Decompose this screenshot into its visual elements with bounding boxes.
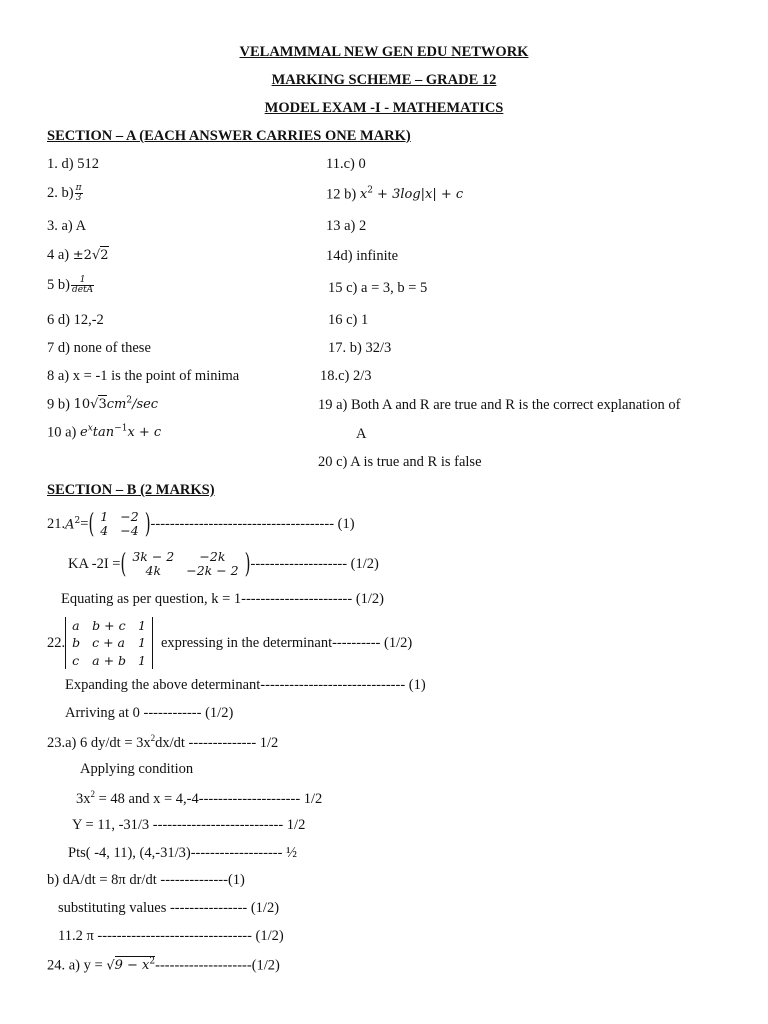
- q23b-line-3: 11.2 π -------------------------------- (1/2): [58, 928, 284, 944]
- school-name: VELAMMMAL NEW GEN EDU NETWORK: [239, 44, 529, 60]
- answer-2: 2. b) $\frac{\pi}{3}$: [47, 183, 82, 203]
- q23a-line-4: Y = 11, -31/3 --------------------------- 1/2: [72, 817, 306, 833]
- q23b-line-2: substituting values ---------------- (1/2): [58, 900, 280, 916]
- answer-19: 19 a) Both A and R are true and R is the correct explanation of: [318, 397, 681, 413]
- answer-13: 13 a) 2: [326, 218, 367, 234]
- section-a-heading: SECTION – A (EACH ANSWER CARRIES ONE MARK): [47, 128, 411, 144]
- exam-title: MODEL EXAM -I - MATHEMATICS: [264, 100, 504, 116]
- answer-16: 16 c) 1: [328, 312, 369, 328]
- q21-line-3: Equating as per question, k = 1----------------------- (1/2): [61, 591, 385, 607]
- q21-line-1: 21. $A^2$ = ( 1 −2 4 −4 ) -------------------------------------- (1): [47, 506, 355, 540]
- section-b-heading: SECTION – B (2 MARKS): [47, 482, 215, 498]
- marking-scheme-title: MARKING SCHEME – GRADE 12: [271, 72, 497, 88]
- answer-9: 9 b) $10√3cm^2/\sec$: [47, 396, 159, 413]
- answer-7: 7 d) none of these: [47, 340, 151, 356]
- q24-line-1: 24. a) $y = √9 - x^2--------------------(1/2)$: [47, 957, 280, 974]
- answer-10: 10 a) $e^x\tan^{-1}x + c$: [47, 424, 162, 441]
- q23a-line-2: Applying condition: [80, 761, 194, 777]
- q23b-line-1: b) dA/dt = 8π dr/dt --------------(1): [47, 872, 245, 888]
- answer-5: 5 b) $\frac{1}{\det A}$: [47, 275, 94, 295]
- answer-11: 11.c) 0: [326, 156, 366, 172]
- q22-line-2: Expanding the above determinant------------------------------ (1): [65, 677, 426, 693]
- answer-14: 14d) infinite: [326, 248, 399, 264]
- q23a-line-1: 23.a) 6 $dy/dt = 3x^2dx/dt$ -------------- 1/2: [47, 733, 279, 751]
- answer-15: 15 c) a = 3, b = 5: [328, 280, 428, 296]
- answer-6: 6 d) 12,-2: [47, 312, 104, 328]
- matrix-ka-minus-2i: 3k − 2 −2k 4k −2k − 2: [132, 548, 239, 578]
- answer-3: 3. a) A: [47, 218, 87, 234]
- answer-17: 17. b) 32/3: [328, 340, 392, 356]
- matrix-a-squared: 1 −2 4 −4: [100, 508, 139, 538]
- q23a-line-5: Pts( -4, 11), (4,-31/3)------------------- ½: [68, 845, 297, 861]
- q23a-line-3: $3x^2 = 48$ and x = 4,-4--------------------- 1/2: [76, 789, 323, 807]
- q22-line-1: 22. a b + c 1 b c + a 1 c a + b 1 expressing in the determinant---------- (1/2): [47, 618, 413, 668]
- answer-20: 20 c) A is true and R is false: [318, 454, 482, 470]
- answer-18: 18.c) 2/3: [320, 368, 372, 384]
- answer-8: 8 a) x = -1 is the point of minima: [47, 368, 240, 384]
- q22-line-3: Arriving at 0 ------------ (1/2): [65, 705, 234, 721]
- determinant: a b + c 1 b c + a 1 c a + b 1: [65, 617, 153, 669]
- answer-19-continued: A: [356, 426, 367, 442]
- answer-12: 12 b) $x^2 + 3\log|x| + c$: [326, 186, 464, 203]
- q21-line-2: KA -2I = ( 3k − 2 −2k 4k −2k − 2 ) -------------------- (1/2): [68, 546, 379, 580]
- answer-4: 4 a) ±2√2: [47, 247, 109, 263]
- answer-1: 1. d) 512: [47, 156, 99, 172]
